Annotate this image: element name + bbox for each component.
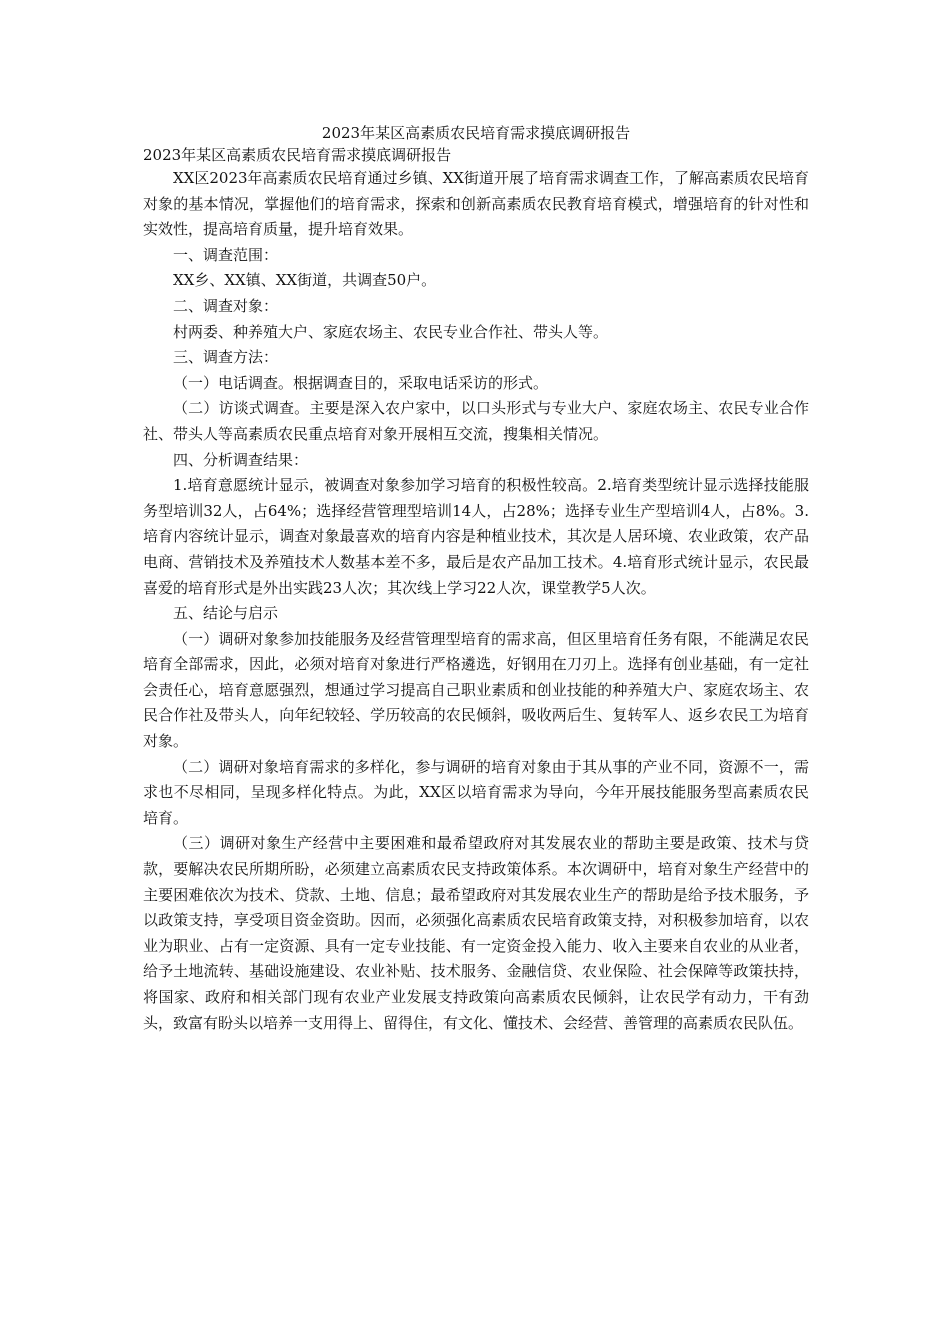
document-title: 2023年某区高素质农民培育需求摸底调研报告 [321, 124, 631, 142]
section-5-heading: 五、结论与启示 [173, 604, 279, 623]
section-3-item-1: （一）电话调查。根据调查目的，采取电话采访的形式。 [173, 373, 549, 392]
section-3-item-2: （二）访谈式调查。主要是深入农户家中，以口头形式与专业大户、家庭农场主、农民专业合作社、带头人等高素质农民重点培育对象开展相互交流，搜集相关情况。 [143, 399, 809, 443]
section-5-item-3: （三）调研对象生产经营中主要困难和最希望政府对其发展农业的帮助主要是政策、技术与贷款，要解决农民所期所盼，必须建立高素质农民支持政策体系。本次调研中，培育对象生产经营中的主要困难依次为技术、贷款、土地、信息；最希望政府对其发展农业生产的帮助是给予技术服务，予以政策支持，享受项目资金资助。因而，必须强化高素质农民培育政策支持，对积极参加培育，以农业为职业、占有一定资源、具有一定专业技能、有一定资金投入能力、收入主要来自农业的从业者，给予土地流转、基础设施建设、农业补贴、技术服务、金融信贷、农业保险、社会保障等政策扶持，将国家、政府和相关部门现有农业产业发展支持政策向高素质农民倾斜，让农民学有动力，干有劲头，致富有盼头以培养一支用得上、留得住，有文化、懂技术、会经营、善管理的高素质农民队伍。 [143, 834, 809, 1032]
intro-paragraph: XX区2023年高素质农民培育通过乡镇、XX街道开展了培育需求调查工作，了解高素质农民培育对象的基本情况，掌握他们的培育需求，探索和创新高素质农民教育培育模式，增强培育的针对性和实效性，提高培育质量，提升培育效果。 [143, 169, 809, 239]
section-2-heading: 二、调查对象： [173, 296, 279, 315]
section-1-heading: 一、调查范围： [173, 245, 279, 264]
section-4-heading: 四、分析调查结果： [173, 450, 309, 469]
section-5-item-2: （二）调研对象培育需求的多样化，参与调研的培育对象由于其从事的产业不同，资源不一，需求也不尽相同，呈现多样化特点。为此，XX区以培育需求为导向，今年开展技能服务型高素质农民培育。 [143, 757, 809, 827]
section-2-text: 村两委、种养殖大户、家庭农场主、农民专业合作社、带头人等。 [173, 322, 609, 341]
document-page [143, 122, 809, 1036]
section-4-text: 1.培育意愿统计显示，被调查对象参加学习培育的积极性较高。2.培育类型统计显示选择技能服务型培训32人，占64%；选择经营管理型培训14人，占28%；选择专业生产型培训4人，占8%。3.培育内容统计显示，调查对象最喜欢的培育内容是种植业技术，其次是人居环境、农业政策，农产品电商、营销技术及养殖技术人数基本差不多，最后是农产品加工技术。4.培育形式统计显示，农民最喜爱的培育形式是外出实践23人次；其次线上学习22人次，课堂教学5人次。 [143, 476, 809, 597]
document-subtitle: 2023年某区高素质农民培育需求摸底调研报告 [143, 146, 452, 164]
section-1-text: XX乡、XX镇、XX街道，共调查50户。 [173, 271, 437, 290]
section-5-item-1: （一）调研对象参加技能服务及经营管理型培育的需求高，但区里培育任务有限，不能满足农民培育全部需求，因此，必须对培育对象进行严格遴选，好钢用在刀刃上。选择有创业基础，有一定社会责任心，培育意愿强烈，想通过学习提高自己职业素质和创业技能的种养殖大户、家庭农场主、农民合作社及带头人，向年纪较轻、学历较高的农民倾斜，吸收两后生、复转军人、返乡农民工为培育对象。 [143, 629, 809, 751]
section-3-heading: 三、调查方法： [173, 348, 279, 367]
